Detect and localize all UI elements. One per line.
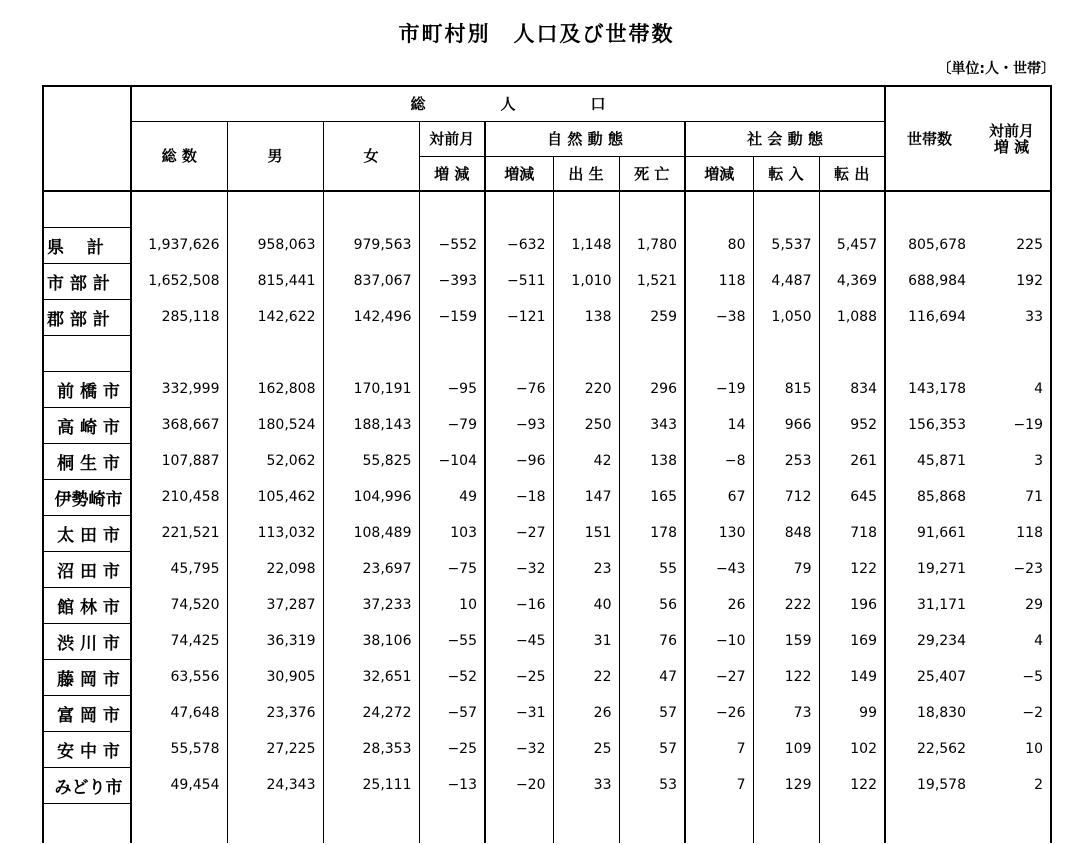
spacer-cell <box>553 191 619 227</box>
header-total: 総 数 <box>131 121 227 191</box>
spacer-cell <box>973 191 1051 227</box>
table-cell: 1,652,508 <box>148 273 220 289</box>
table-cell: 24,272 <box>323 695 419 731</box>
table-cell: 80 <box>685 227 753 263</box>
table-cell: 24,343 <box>227 767 323 803</box>
header-social-change: 増減 <box>685 156 753 191</box>
row-name: 館 林 市 <box>43 587 131 623</box>
table-cell: 1,521 <box>619 263 685 299</box>
table-cell: −38 <box>685 299 753 335</box>
table-cell: 130 <box>685 515 753 551</box>
table-cell: 23 <box>553 551 619 587</box>
header-moved-in: 転 入 <box>753 156 819 191</box>
table-cell: −2 <box>973 695 1051 731</box>
spacer-cell <box>685 191 753 227</box>
table-row <box>43 731 1051 767</box>
table-cell: −55 <box>419 623 485 659</box>
header-total-population: 総 人 口 <box>131 86 885 121</box>
table-cell: 79 <box>753 551 819 587</box>
spacer-cell <box>227 803 323 843</box>
table-cell: 55,825 <box>323 443 419 479</box>
table-cell: 33 <box>973 299 1051 335</box>
table-cell: 49 <box>419 479 485 515</box>
spacer-cell <box>819 335 885 371</box>
table-cell: 848 <box>753 515 819 551</box>
table-cell: 14 <box>685 407 753 443</box>
table-cell: 834 <box>819 371 885 407</box>
table-cell: 143,178 <box>885 371 973 407</box>
table-cell: 118 <box>685 263 753 299</box>
spacer-cell <box>685 803 753 843</box>
table-cell: 22,098 <box>227 551 323 587</box>
table-cell: 67 <box>685 479 753 515</box>
table-cell: 645 <box>819 479 885 515</box>
table-cell: 261 <box>819 443 885 479</box>
spacer-name-cell <box>43 803 131 843</box>
table-cell: 296 <box>619 371 685 407</box>
spacer-cell <box>973 803 1051 843</box>
table-cell: 53 <box>619 767 685 803</box>
table-cell: 165 <box>619 479 685 515</box>
table-cell: 122 <box>753 659 819 695</box>
table-cell: 7 <box>685 767 753 803</box>
table-cell: 979,563 <box>323 227 419 263</box>
header-female: 女 <box>323 121 419 191</box>
spacer-cell <box>227 335 323 371</box>
table-cell: 118 <box>973 515 1051 551</box>
spacer-cell <box>619 335 685 371</box>
table-cell: 47 <box>619 659 685 695</box>
table-cell: 1,937,626 <box>148 237 220 253</box>
table-row <box>43 659 1051 695</box>
table-row <box>43 227 1051 263</box>
spacer-cell <box>419 191 485 227</box>
table-cell: 250 <box>553 407 619 443</box>
table-cell: 147 <box>553 479 619 515</box>
table-cell: −27 <box>485 515 553 551</box>
table-cell: 85,868 <box>885 479 973 515</box>
table-cell: 210,458 <box>161 489 220 505</box>
table-cell: 3 <box>973 443 1051 479</box>
header-mom-line1: 対前月 <box>419 121 485 156</box>
table-cell: 169 <box>819 623 885 659</box>
table-cell: 23,376 <box>227 695 323 731</box>
row-name: 高 崎 市 <box>43 407 131 443</box>
table-cell: 74,520 <box>170 597 220 613</box>
table-cell: 712 <box>753 479 819 515</box>
spacer-cell <box>131 803 227 843</box>
table-cell: 688,984 <box>885 263 973 299</box>
table-cell: 25,111 <box>323 767 419 803</box>
table-cell: 107,887 <box>161 453 220 469</box>
table-cell: 52,062 <box>227 443 323 479</box>
table-row <box>43 551 1051 587</box>
table-cell: −121 <box>485 299 553 335</box>
spacer-cell <box>885 191 973 227</box>
table-cell: 32,651 <box>323 659 419 695</box>
header-moved-out: 転 出 <box>819 156 885 191</box>
population-table <box>42 85 1052 843</box>
table-cell: −26 <box>685 695 753 731</box>
table-cell: 138 <box>553 299 619 335</box>
table-row <box>43 479 1051 515</box>
table-cell: 1,148 <box>553 227 619 263</box>
table-cell: −8 <box>685 443 753 479</box>
header-social: 社 会 動 態 <box>685 121 885 156</box>
table-cell: 188,143 <box>323 407 419 443</box>
table-cell: −32 <box>485 551 553 587</box>
table-cell: 5,457 <box>819 227 885 263</box>
spacer-cell <box>485 803 553 843</box>
spacer-cell <box>753 803 819 843</box>
table-cell: 116,694 <box>885 299 973 335</box>
table-cell: 19,271 <box>885 551 973 587</box>
table-cell: −57 <box>419 695 485 731</box>
table-cell: −27 <box>685 659 753 695</box>
table-cell: 25 <box>553 731 619 767</box>
table-cell: 4 <box>973 371 1051 407</box>
table-cell: 56 <box>619 587 685 623</box>
spacer-cell <box>819 191 885 227</box>
header-natural-change: 増減 <box>485 156 553 191</box>
row-name: 富 岡 市 <box>43 695 131 731</box>
spacer-cell <box>973 335 1051 371</box>
table-cell: −31 <box>485 695 553 731</box>
table-cell: 1,088 <box>819 299 885 335</box>
row-name: 桐 生 市 <box>43 443 131 479</box>
table-cell: 71 <box>973 479 1051 515</box>
table-cell: 253 <box>753 443 819 479</box>
table-cell: 42 <box>553 443 619 479</box>
table-cell: −32 <box>485 731 553 767</box>
row-name: 藤 岡 市 <box>43 659 131 695</box>
table-cell: 36,319 <box>227 623 323 659</box>
table-cell: 138 <box>619 443 685 479</box>
row-name: 沼 田 市 <box>43 551 131 587</box>
table-cell: −43 <box>685 551 753 587</box>
table-cell: 57 <box>619 731 685 767</box>
spacer-cell <box>131 191 227 227</box>
table-cell: 805,678 <box>885 227 973 263</box>
table-cell: 45,795 <box>170 561 220 577</box>
table-cell: 332,999 <box>161 381 220 397</box>
row-name: 前 橋 市 <box>43 371 131 407</box>
table-cell: 259 <box>619 299 685 335</box>
header-death: 死 亡 <box>619 156 685 191</box>
table-cell: 952 <box>819 407 885 443</box>
table-cell: 74,425 <box>170 633 220 649</box>
table-cell: −16 <box>485 587 553 623</box>
table-cell: 25,407 <box>885 659 973 695</box>
header-households-mom-line1: 対前月 <box>988 121 1034 140</box>
table-cell: 103 <box>419 515 485 551</box>
table-row <box>43 299 1051 335</box>
table-cell: 4,487 <box>753 263 819 299</box>
table-cell: 29,234 <box>885 623 973 659</box>
spacer-cell <box>885 335 973 371</box>
table-cell: 196 <box>819 587 885 623</box>
spacer-name-cell <box>43 335 131 371</box>
table-cell: 45,871 <box>885 443 973 479</box>
header-households-mom-line2: 増 減 <box>993 137 1030 156</box>
table-cell: 958,063 <box>227 227 323 263</box>
table-cell: 220 <box>553 371 619 407</box>
table-cell: 26 <box>553 695 619 731</box>
table-cell: 4,369 <box>819 263 885 299</box>
table-cell: 73 <box>753 695 819 731</box>
table-cell: 225 <box>973 227 1051 263</box>
table-cell: 2 <box>973 767 1051 803</box>
table-row <box>43 587 1051 623</box>
table-cell: 1,780 <box>619 227 685 263</box>
table-cell: 815,441 <box>227 263 323 299</box>
table-cell: 63,556 <box>170 669 220 685</box>
table-row <box>43 443 1051 479</box>
table-cell: 104,996 <box>323 479 419 515</box>
spacer-cell <box>323 803 419 843</box>
row-name: 県 計 <box>43 227 131 263</box>
spacer-cell <box>485 335 553 371</box>
table-cell: 222 <box>753 587 819 623</box>
table-cell: 55,578 <box>170 741 220 757</box>
table-cell: 162,808 <box>227 371 323 407</box>
row-name: 渋 川 市 <box>43 623 131 659</box>
spacer-cell <box>323 191 419 227</box>
table-cell: 7 <box>685 731 753 767</box>
table-cell: 221,521 <box>161 525 220 541</box>
table-cell: −95 <box>419 371 485 407</box>
table-cell: 91,661 <box>885 515 973 551</box>
table-cell: 23,697 <box>323 551 419 587</box>
table-cell: 156,353 <box>885 407 973 443</box>
table-cell: 99 <box>819 695 885 731</box>
table-cell: 343 <box>619 407 685 443</box>
table-cell: −25 <box>419 731 485 767</box>
table-cell: 10 <box>973 731 1051 767</box>
table-cell: −25 <box>485 659 553 695</box>
table-cell: 102 <box>819 731 885 767</box>
table-cell: 129 <box>753 767 819 803</box>
header-birth: 出 生 <box>553 156 619 191</box>
spacer-cell <box>753 191 819 227</box>
table-cell: 37,287 <box>227 587 323 623</box>
table-cell: −10 <box>685 623 753 659</box>
row-name: 伊勢崎市 <box>43 479 131 515</box>
table-cell: 105,462 <box>227 479 323 515</box>
table-cell: −23 <box>973 551 1051 587</box>
row-name: 市 部 計 <box>43 263 131 299</box>
table-cell: 113,032 <box>227 515 323 551</box>
spacer-row <box>43 191 1051 227</box>
table-cell: −511 <box>485 263 553 299</box>
spacer-cell <box>553 335 619 371</box>
table-cell: −104 <box>419 443 485 479</box>
table-cell: 122 <box>819 551 885 587</box>
table-row <box>43 623 1051 659</box>
spacer-cell <box>227 191 323 227</box>
table-cell: 142,496 <box>323 299 419 335</box>
header-mom-line2: 増 減 <box>419 156 485 191</box>
table-cell: 26 <box>685 587 753 623</box>
table-cell: 718 <box>819 515 885 551</box>
table-cell: 170,191 <box>323 371 419 407</box>
table-row <box>43 371 1051 407</box>
table-cell: −13 <box>419 767 485 803</box>
table-cell: 149 <box>819 659 885 695</box>
table-cell: 49,454 <box>170 777 220 793</box>
spacer-cell <box>819 803 885 843</box>
spacer-cell <box>619 191 685 227</box>
table-cell: 38,106 <box>323 623 419 659</box>
table-cell: 368,667 <box>161 417 220 433</box>
table-cell: −552 <box>419 227 485 263</box>
spacer-cell <box>753 335 819 371</box>
table-row <box>43 695 1051 731</box>
spacer-row <box>43 803 1051 843</box>
table-cell: 55 <box>619 551 685 587</box>
table-cell: 31,171 <box>885 587 973 623</box>
spacer-cell <box>485 191 553 227</box>
table-cell: −20 <box>485 767 553 803</box>
table-cell: −19 <box>685 371 753 407</box>
table-row <box>43 767 1051 803</box>
unit-label: 〔単位:人・世帯〕 <box>937 61 1055 77</box>
table-cell: 76 <box>619 623 685 659</box>
header-households: 世帯数 <box>885 86 973 191</box>
table-cell: 966 <box>753 407 819 443</box>
table-cell: 22,562 <box>885 731 973 767</box>
table-cell: −96 <box>485 443 553 479</box>
table-cell: 33 <box>553 767 619 803</box>
corner-cell <box>43 86 131 191</box>
spacer-cell <box>619 803 685 843</box>
row-name: 安 中 市 <box>43 731 131 767</box>
row-name: 太 田 市 <box>43 515 131 551</box>
table-cell: 27,225 <box>227 731 323 767</box>
row-name: 郡 部 計 <box>43 299 131 335</box>
row-name: みどり市 <box>43 767 131 803</box>
table-cell: 40 <box>553 587 619 623</box>
table-cell: 19,578 <box>885 767 973 803</box>
table-cell: 108,489 <box>323 515 419 551</box>
spacer-cell <box>685 335 753 371</box>
table-cell: −393 <box>419 263 485 299</box>
table-cell: 31 <box>553 623 619 659</box>
table-body <box>43 191 1051 843</box>
table-cell: −5 <box>973 659 1051 695</box>
table-cell: 178 <box>619 515 685 551</box>
table-cell: −93 <box>485 407 553 443</box>
table-cell: 22 <box>553 659 619 695</box>
table-cell: 837,067 <box>323 263 419 299</box>
table-row <box>43 407 1051 443</box>
table-cell: 30,905 <box>227 659 323 695</box>
table-row <box>43 515 1051 551</box>
spacer-cell <box>131 335 227 371</box>
table-cell: 180,524 <box>227 407 323 443</box>
table-cell: 10 <box>419 587 485 623</box>
header-male: 男 <box>227 121 323 191</box>
spacer-row <box>43 335 1051 371</box>
spacer-name-cell <box>43 191 131 227</box>
table-cell: 1,010 <box>553 263 619 299</box>
spacer-cell <box>553 803 619 843</box>
spacer-cell <box>419 803 485 843</box>
table-cell: 29 <box>973 587 1051 623</box>
header-natural: 自 然 動 態 <box>485 121 685 156</box>
table-cell: 159 <box>753 623 819 659</box>
table-cell: −18 <box>485 479 553 515</box>
table-cell: −45 <box>485 623 553 659</box>
spacer-cell <box>885 803 973 843</box>
table-row <box>43 263 1051 299</box>
table-cell: −52 <box>419 659 485 695</box>
table-cell: 28,353 <box>323 731 419 767</box>
table-cell: 192 <box>973 263 1051 299</box>
table-cell: −75 <box>419 551 485 587</box>
page-title: 市町村別 人口及び世帯数 <box>398 22 675 46</box>
table-cell: −19 <box>973 407 1051 443</box>
table-cell: 18,830 <box>885 695 973 731</box>
table-cell: 5,537 <box>753 227 819 263</box>
spacer-cell <box>323 335 419 371</box>
table-cell: 151 <box>553 515 619 551</box>
table-cell: 37,233 <box>323 587 419 623</box>
table-cell: −79 <box>419 407 485 443</box>
table-cell: 109 <box>753 731 819 767</box>
table-cell: −159 <box>419 299 485 335</box>
table-cell: 4 <box>973 623 1051 659</box>
table-cell: 1,050 <box>753 299 819 335</box>
table-cell: 815 <box>753 371 819 407</box>
table-cell: 57 <box>619 695 685 731</box>
table-cell: 285,118 <box>161 309 220 325</box>
header-households-mom <box>973 86 1051 191</box>
spacer-cell <box>419 335 485 371</box>
table-cell: −632 <box>485 227 553 263</box>
table-cell: 47,648 <box>170 705 220 721</box>
table-cell: 122 <box>819 767 885 803</box>
table-cell: −76 <box>485 371 553 407</box>
table-cell: 142,622 <box>227 299 323 335</box>
